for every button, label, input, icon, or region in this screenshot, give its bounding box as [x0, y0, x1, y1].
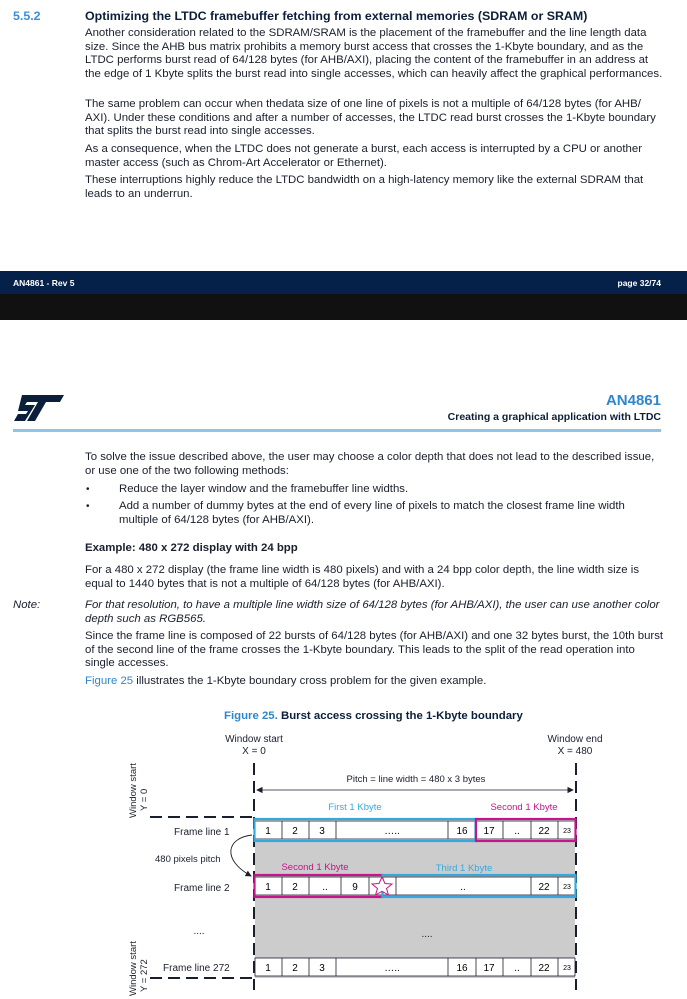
page-number: page 32/74	[617, 278, 661, 288]
fl1-cell-dots: ..	[514, 826, 520, 837]
vertical-dots-center: ....	[421, 929, 433, 940]
note-label: Note:	[13, 599, 41, 611]
window-end-label: Window end	[547, 734, 603, 745]
fl1-cell-1: 1	[265, 826, 271, 837]
example-heading: Example: 480 x 272 display with 24 bpp	[85, 542, 298, 554]
fl1-cell-2: 2	[292, 826, 298, 837]
bullet-marker-2: •	[86, 501, 90, 512]
third-kbyte-label: Third 1 Kbyte	[435, 863, 493, 874]
fl2-cell-22: 22	[538, 882, 550, 893]
first-kbyte-label: First 1 Kbyte	[328, 802, 382, 813]
framebuffer-region	[255, 840, 575, 978]
example-paragraph: For a 480 x 272 display (the frame line width is 480 pixels) and with a 24 bpp color depth, the line width size is equal to 1440 bytes that is not a multiple of 64/128 bytes (for AHB/AXI).	[85, 564, 640, 590]
fl272-cell-ellipsis: …..	[384, 963, 400, 974]
second-kbyte-label-line2: Second 1 Kbyte	[281, 862, 349, 873]
header-rule	[13, 429, 661, 432]
doc-title: Creating a graphical application with LTDC	[447, 411, 661, 423]
window-start-y0-label	[128, 763, 150, 818]
fl272-cell-1: 1	[265, 963, 271, 974]
doc-revision: AN4861 - Rev 5	[13, 278, 75, 288]
section-paragraph-4: These interruptions highly reduce the LTDC bandwidth on a high-latency memory like the external SDRAM that leads to an underrun.	[85, 174, 644, 200]
figure-25-link[interactable]: Figure 25	[85, 675, 134, 687]
window-start-label: Window start	[225, 734, 283, 745]
fl1-cell-17: 17	[483, 826, 495, 837]
svg-text:Y = 0: Y = 0	[139, 788, 150, 811]
frame-line-1	[255, 819, 576, 841]
figure-reference-paragraph	[85, 675, 665, 689]
svg-text:Y = 272: Y = 272	[139, 959, 150, 992]
fl272-cell-2: 2	[292, 963, 298, 974]
section-paragraph-1: Another consideration related to the SDRAM/SRAM is the placement of the framebuffer and the line length data size. Since the AHB bus matrix prohibits a memory burst access that crosses the 1-Kbyte boundary, and as the LTDC performs burst read of 64/128 bytes (for AHB/AXI), placing the content of the framebuffer in an address at the edge of 1 Kbyte splits the burst read into single accesses, which can heavily affect the graphical performances.	[85, 27, 663, 80]
pitch-curve-arrow	[231, 835, 252, 876]
second-kbyte-label-line1: Second 1 Kbyte	[490, 802, 558, 813]
fl2-cell-9: 9	[352, 882, 358, 893]
bullet-item-1: Reduce the layer window and the framebuffer line widths.	[119, 483, 409, 495]
page-footer	[0, 271, 687, 294]
frame-line-1-label: Frame line 1	[174, 827, 230, 838]
fl1-cell-ellipsis: …..	[384, 826, 400, 837]
figure-caption	[224, 710, 523, 722]
figure-caption-number: Figure 25.	[224, 710, 278, 722]
window-start-y272-label	[128, 941, 150, 996]
vertical-dots-left: ....	[193, 926, 205, 937]
fl272-cell-3: 3	[319, 963, 325, 974]
fl272-cell-23: 23	[563, 965, 571, 972]
burst-diagram	[0, 725, 687, 999]
fl272-cell-16: 16	[456, 963, 468, 974]
figure-caption-title: Burst access crossing the 1-Kbyte boundary	[280, 710, 523, 722]
fl1-cell-16: 16	[456, 826, 468, 837]
frame-line-272	[255, 958, 575, 976]
svg-text:Window start: Window start	[128, 941, 139, 996]
figure-reference-text: illustrates the 1-Kbyte boundary cross problem for the given example.	[133, 675, 487, 687]
section-number: 5.5.2	[13, 9, 41, 23]
intro-paragraph: To solve the issue described above, the user may choose a color depth that does not lead to the described issue, or use one of the two following methods:	[85, 451, 655, 477]
doc-id: AN4861	[605, 392, 661, 409]
note-text: For that resolution, to have a multiple line width size of 64/128 bytes (for AHB/AXI), the user can use another color depth such as RGB565.	[85, 599, 660, 625]
fl1-cell-22: 22	[538, 826, 550, 837]
fl1-cell-23: 23	[563, 828, 571, 835]
pixels-pitch-label: 480 pixels pitch	[155, 854, 221, 865]
fl2-cell-2: 2	[292, 882, 298, 893]
fl2-cell-1: 1	[265, 882, 271, 893]
st-logo	[13, 393, 65, 423]
frame-line-2-label: Frame line 2	[174, 883, 230, 894]
pitch-label: Pitch = line width = 480 x 3 bytes	[346, 774, 486, 785]
fl2-cell-dots: ..	[322, 882, 328, 893]
section-title: Optimizing the LTDC framebuffer fetching from external memories (SDRAM or SRAM)	[85, 9, 588, 23]
window-end-x: X = 480	[557, 746, 593, 757]
svg-text:Window start: Window start	[128, 763, 139, 818]
frame-line-2	[255, 875, 576, 897]
fl272-cell-17: 17	[483, 963, 495, 974]
section-paragraph-3: As a consequence, when the LTDC does not generate a burst, each access is interrupted by a CPU or another master access (such as Chrom-Art Accelerator or Ethernet).	[85, 143, 642, 169]
bullet-marker-1: •	[86, 484, 90, 495]
page-separator	[0, 294, 687, 320]
fl1-cell-3: 3	[319, 826, 325, 837]
bullet-item-2: Add a number of dummy bytes at the end of every line of pixels to match the closest frame line width multiple of 64/128 bytes (for AHB/AXI).	[119, 500, 625, 526]
burst-paragraph: Since the frame line is composed of 22 bursts of 64/128 bytes (for AHB/AXI) and one 32 bytes burst, the 10th burst of the second line of the frame crosses the 1-Kbyte boundary. This leads to the split of the read operation into single accesses.	[85, 630, 664, 670]
fl272-cell-dots: ..	[514, 963, 520, 974]
fl2-cell-dots-2: ..	[460, 882, 466, 893]
fl272-cell-22: 22	[538, 963, 550, 974]
window-start-x: X = 0	[242, 746, 266, 757]
fl2-cell-23: 23	[563, 884, 571, 891]
section-paragraph-2: The same problem can occur when thedata size of one line of pixels is not a multiple of 64/128 bytes (for AHB/ AXI). Under these conditions and after a number of accesses, the LTDC read burst crosses the 1-Kbyte boundary that splits the burst read into single accesses.	[85, 98, 656, 138]
frame-line-272-label: Frame line 272	[163, 963, 230, 974]
